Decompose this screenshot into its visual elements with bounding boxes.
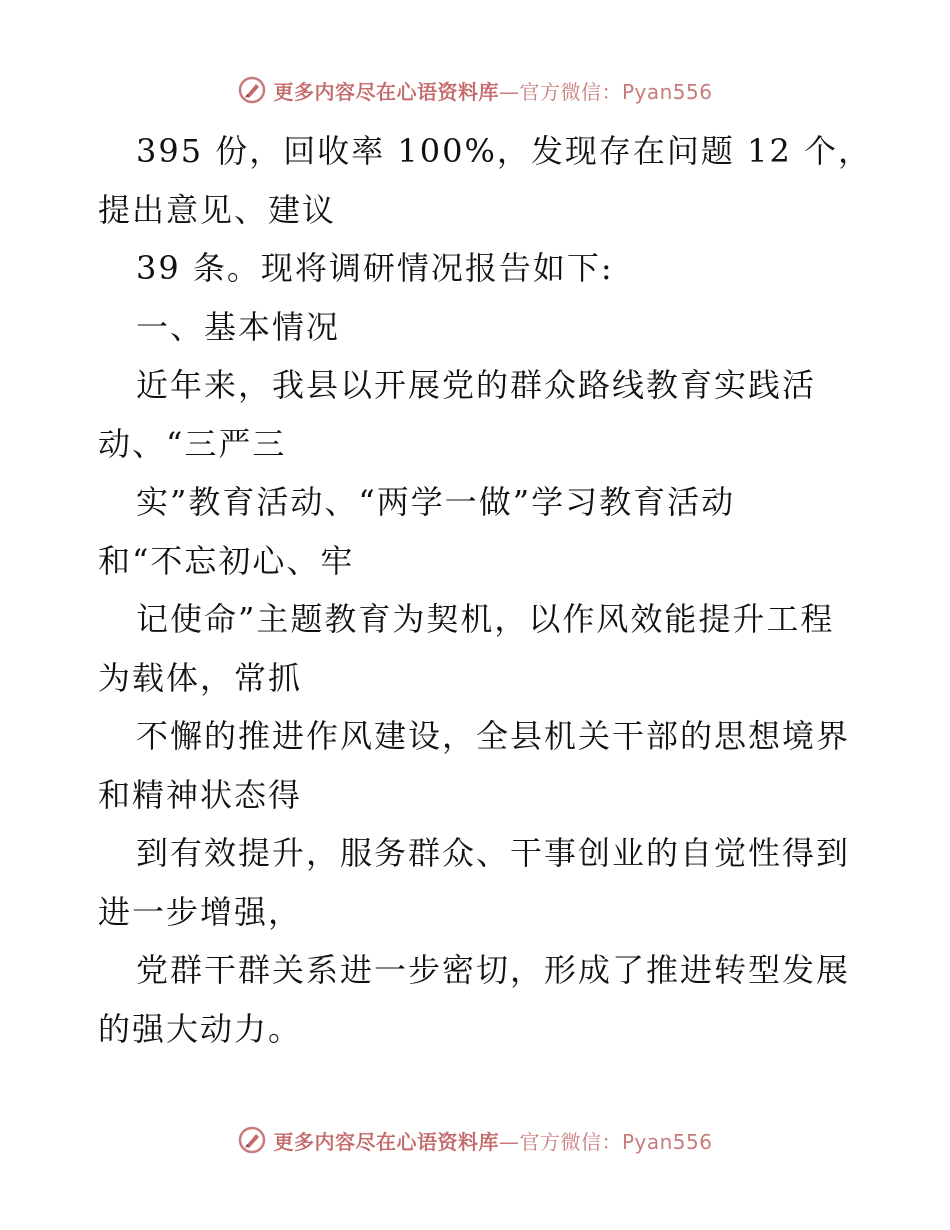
text-line: 实”教育活动、“两学一做”学习教育活动	[136, 483, 736, 521]
watermark-text	[273, 1126, 712, 1155]
header-watermark	[0, 70, 950, 110]
watermark-title: 更多内容尽在心语资料库	[273, 1129, 499, 1154]
pen-circle-logo-icon	[237, 75, 267, 105]
text-line: 为载体，常抓	[98, 658, 303, 697]
text-line: 39 条。现将调研情况报告如下:	[136, 249, 614, 287]
text-line: 和精神状态得	[98, 775, 303, 814]
pen-circle-logo-icon	[237, 1125, 267, 1155]
text-line: 近年来，我县以开展党的群众路线教育实践活	[136, 366, 817, 404]
text-line: 提出意见、建议	[98, 190, 337, 229]
watermark-dash: —	[498, 1129, 520, 1154]
watermark-text	[273, 76, 712, 105]
text-line: 党群干群关系进一步密切，形成了推进转型发展	[136, 951, 851, 989]
text-line: 到有效提升，服务群众、干事创业的自觉性得到	[136, 834, 851, 872]
text-line: 和“不忘初心、牢	[98, 541, 355, 580]
text-line: 不懈的推进作风建设，全县机关干部的思想境界	[136, 717, 851, 755]
document-body	[98, 122, 872, 1058]
text-line: 的强大动力。	[98, 1009, 303, 1048]
watermark-dash: —	[498, 79, 520, 104]
section-heading: 一、基本情况	[136, 307, 341, 346]
watermark-title: 更多内容尽在心语资料库	[273, 79, 499, 104]
text-line: 395 份，回收率 100%，发现存在问题 12 个，	[136, 132, 872, 170]
text-line: 动、“三严三	[98, 424, 287, 463]
text-line: 进一步增强，	[98, 892, 303, 931]
footer-watermark	[0, 1120, 950, 1160]
watermark-contact: 官方微信：Pyan556	[519, 1129, 713, 1154]
watermark-contact: 官方微信：Pyan556	[519, 79, 713, 104]
text-line: 记使命”主题教育为契机，以作风效能提升工程	[136, 600, 835, 638]
